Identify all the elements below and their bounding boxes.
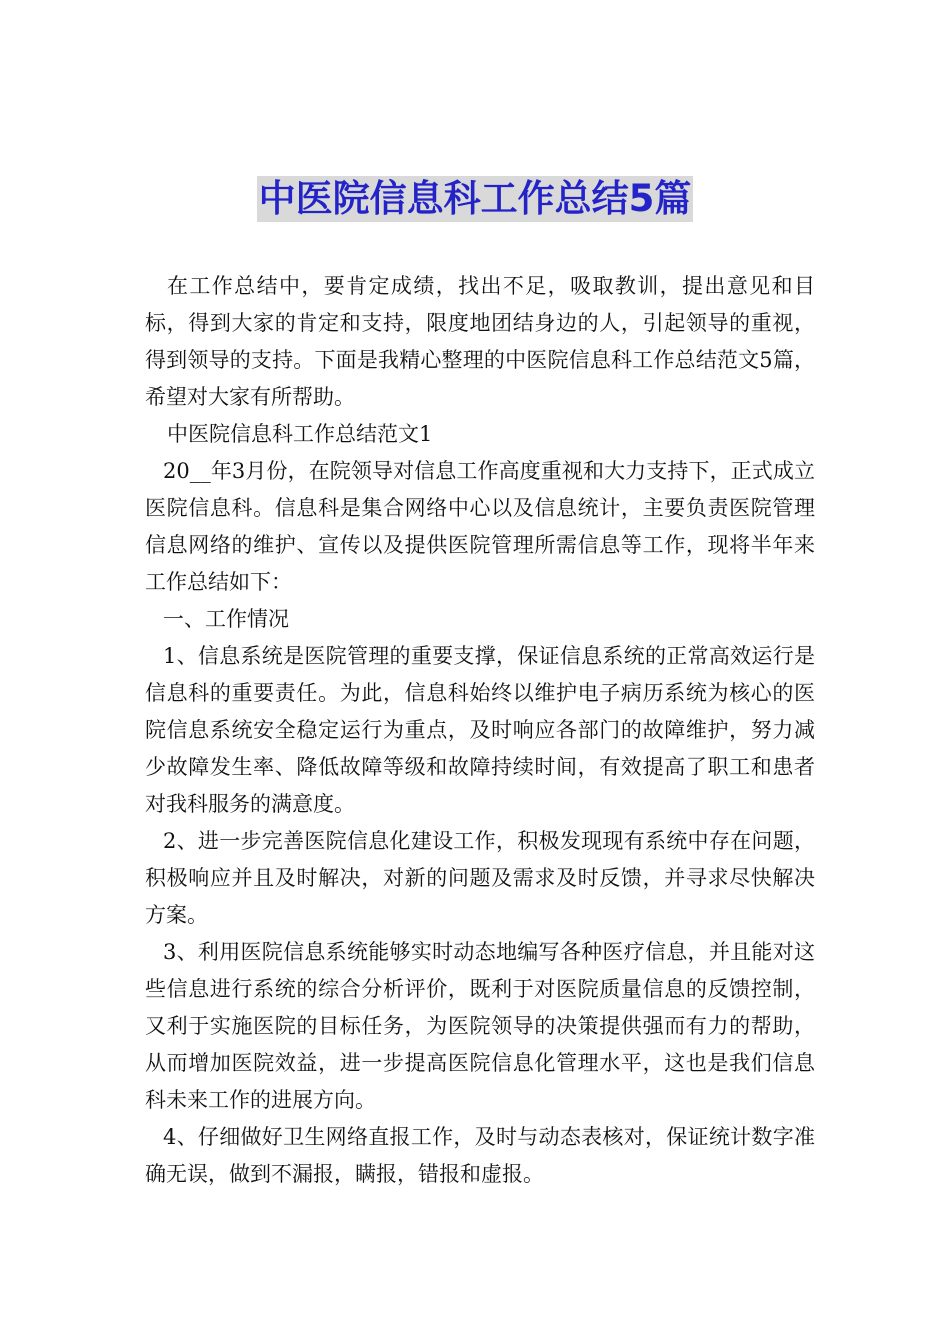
- document-body: [145, 268, 815, 1193]
- list-item-paragraph: 3、利用医院信息系统能够实时动态地编写各种医疗信息，并且能对这些信息进行系统的综合分析评价，既利于对医院质量信息的反馈控制，又利于实施医院的目标任务，为医院领导的决策提供强而有力的帮助，从而增加医院效益，进一步提高医院信息化管理水平，这也是我们信息科未来工作的进展方向。: [145, 940, 815, 1112]
- section-heading: 中医院信息科工作总结范文1: [167, 422, 433, 446]
- list-item-paragraph: 1、信息系统是医院管理的重要支撑，保证信息系统的正常高效运行是信息科的重要责任。为此，信息科始终以维护电子病历系统为核心的医院信息系统安全稳定运行为重点，及时响应各部门的故障维护，努力减少故障发生率、降低故障等级和故障持续时间，有效提高了职工和患者对我科服务的满意度。: [145, 644, 815, 816]
- title-container: [0, 176, 950, 222]
- intro-paragraph: 在工作总结中，要肯定成绩，找出不足，吸取教训，提出意见和目标，得到大家的肯定和支持，限度地团结身边的人，引起领导的重视，得到领导的支持。下面是我精心整理的中医院信息科工作总结范文5篇，希望对大家有所帮助。: [145, 274, 815, 409]
- list-item-paragraph: 2、进一步完善医院信息化建设工作，积极发现现有系统中存在问题，积极响应并且及时解决，对新的问题及需求及时反馈，并寻求尽快解决方案。: [145, 829, 815, 927]
- list-item-paragraph: 4、仔细做好卫生网络直报工作，及时与动态表核对，保证统计数字准确无误，做到不漏报，瞒报，错报和虚报。: [145, 1125, 815, 1186]
- body-paragraph: 20__年3月份，在院领导对信息工作高度重视和大力支持下，正式成立医院信息科。信息科是集合网络中心以及信息统计，主要负责医院管理信息网络的维护、宣传以及提供医院管理所需信息等工作，现将半年来工作总结如下：: [145, 459, 815, 594]
- subsection-heading: 一、工作情况: [163, 607, 289, 631]
- document-title: 中医院信息科工作总结5篇: [258, 177, 692, 220]
